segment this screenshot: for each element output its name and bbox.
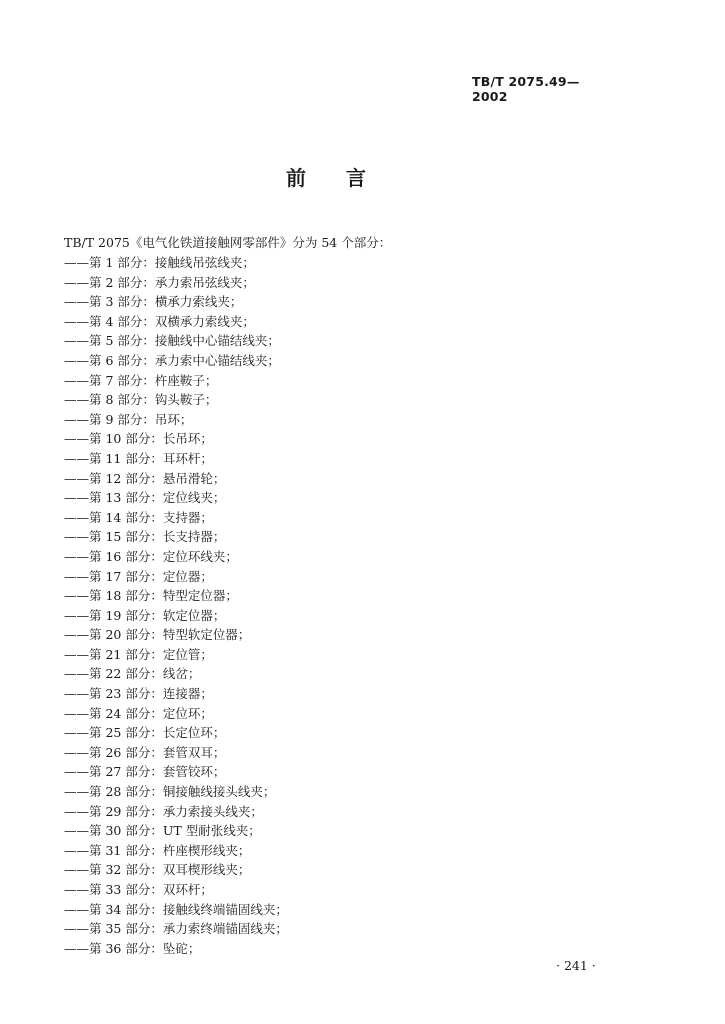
intro-paragraph: TB/T 2075《电气化铁道接触网零部件》分为 54 个部分： xyxy=(64,235,392,250)
list-item: ——第 31 部分：杵座楔形线夹； xyxy=(64,842,251,858)
list-item: ——第 28 部分：铜接触线接头线夹； xyxy=(64,784,276,800)
page-number: · 241 · xyxy=(556,958,596,973)
list-item: ——第 4 部分：双横承力索线夹； xyxy=(64,313,255,329)
list-item: ——第 8 部分：钩头鞍子； xyxy=(64,392,218,408)
list-item: ——第 16 部分：定位环线夹； xyxy=(64,548,238,564)
list-item: ——第 15 部分：长支持器； xyxy=(64,529,226,545)
list-item: ——第 23 部分：连接器； xyxy=(64,686,213,702)
list-item: ——第 26 部分：套管双耳； xyxy=(64,744,226,760)
list-item: ——第 20 部分：特型软定位器； xyxy=(64,627,251,643)
list-item: ——第 30 部分：UT 型耐张线夹； xyxy=(64,823,261,839)
list-item: ——第 19 部分：软定位器； xyxy=(64,607,226,623)
list-item: ——第 13 部分：定位线夹； xyxy=(64,490,226,506)
list-item: ——第 32 部分：双耳楔形线夹； xyxy=(64,862,251,878)
list-item: ——第 3 部分：横承力索线夹； xyxy=(64,294,243,310)
list-item: ——第 5 部分：接触线中心锚结线夹； xyxy=(64,333,280,349)
list-item: ——第 9 部分：吊环； xyxy=(64,411,193,427)
title-char-1: 前 xyxy=(286,166,306,190)
list-item: ——第 11 部分：耳环杆； xyxy=(64,450,213,466)
list-item: ——第 25 部分：长定位环； xyxy=(64,725,226,741)
list-item: ——第 18 部分：特型定位器； xyxy=(64,588,238,604)
list-item: ——第 10 部分：长吊环； xyxy=(64,431,213,447)
parts-list xyxy=(64,253,288,958)
list-item: ——第 34 部分：接触线终端锚固线夹； xyxy=(64,901,288,917)
list-item: ——第 2 部分：承力索吊弦线夹； xyxy=(64,274,255,290)
list-item: ——第 1 部分：接触线吊弦线夹； xyxy=(64,255,255,270)
list-item: ——第 14 部分：支持器； xyxy=(64,509,213,525)
list-item: ——第 17 部分：定位器； xyxy=(64,568,213,584)
title-char-2: 言 xyxy=(346,166,366,190)
list-item: ——第 6 部分：承力索中心锚结线夹； xyxy=(64,352,280,368)
list-item: ——第 24 部分：定位环； xyxy=(64,705,213,721)
list-item: ——第 33 部分：双环杆； xyxy=(64,882,213,897)
list-item: ——第 29 部分：承力索接头线夹； xyxy=(64,803,263,819)
list-item: ——第 21 部分：定位管； xyxy=(64,646,213,662)
standard-number: TB/T 2075.49—2002 xyxy=(472,74,580,104)
list-item: ——第 22 部分：线岔； xyxy=(64,666,201,682)
list-item: ——第 35 部分：承力索终端锚固线夹； xyxy=(64,921,288,937)
list-item: ——第 12 部分：悬吊滑轮； xyxy=(64,470,226,486)
list-item: ——第 36 部分：坠砣； xyxy=(64,940,201,956)
list-item: ——第 27 部分：套管铰环； xyxy=(64,764,226,780)
list-item: ——第 7 部分：杵座鞍子； xyxy=(64,372,218,388)
